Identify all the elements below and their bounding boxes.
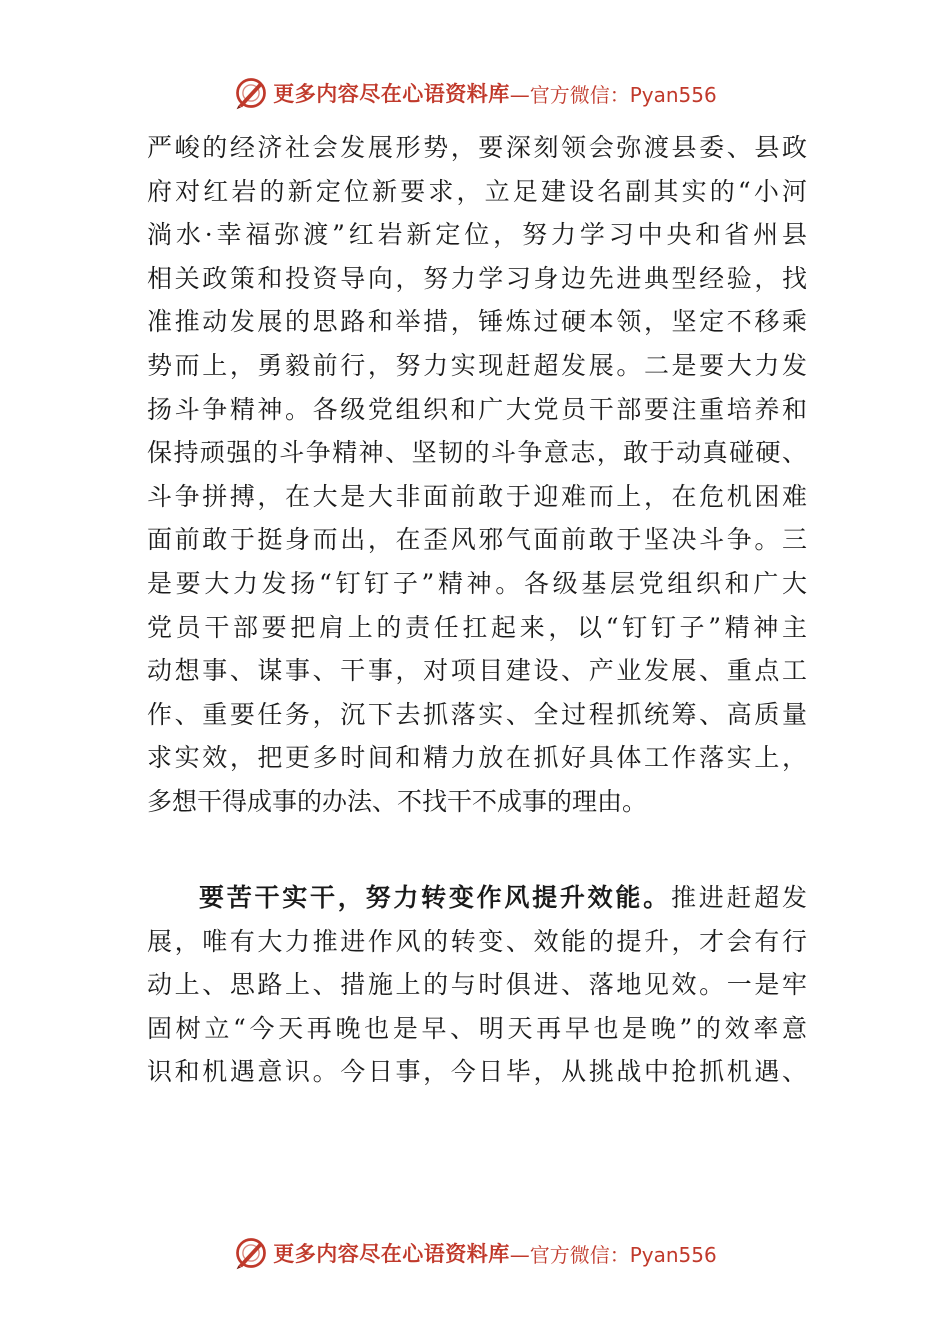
text-line: 固树立“今天再晚也是早、明天再早也是晚”的效率意 — [147, 1013, 807, 1043]
text-line: 淌水·幸福弥渡”红岩新定位，努力学习中央和省州县 — [147, 220, 807, 250]
watermark-main-text: 更多内容尽在心语资料库 — [273, 81, 510, 106]
watermark-footer — [0, 1231, 950, 1275]
watermark-sub-text: —官方微信：Pyan556 — [509, 1242, 717, 1267]
watermark-header — [0, 71, 950, 115]
text-line: 求实效，把更多时间和精力放在抓好具体工作落实上， — [147, 743, 807, 773]
watermark-sub-text: —官方微信：Pyan556 — [509, 82, 717, 107]
text-line: 动想事、谋事、干事，对项目建设、产业发展、重点工 — [147, 656, 807, 686]
paragraph-work-style — [147, 876, 807, 1094]
text-line: 面前敢于挺身而出，在歪风邪气面前敢于坚决斗争。三 — [147, 525, 807, 555]
text-line: 多想干得成事的办法、不找干不成事的理由。 — [147, 786, 648, 816]
text-fragment: 推进赶超发 — [670, 883, 807, 912]
pen-circle-logo-icon — [233, 1235, 269, 1271]
text-line: 是要大力发扬“钉钉子”精神。各级基层党组织和广大 — [147, 568, 807, 598]
text-line: 严峻的经济社会发展形势，要深刻领会弥渡县委、县政 — [147, 133, 807, 162]
text-line: 识和机遇意识。今日事，今日毕，从挑战中抢抓机遇、 — [147, 1057, 807, 1087]
text-line: 势而上，勇毅前行，努力实现赶超发展。二是要大力发 — [147, 350, 807, 380]
text-line: 动上、思路上、措施上的与时俱进、落地见效。一是牢 — [147, 970, 807, 1000]
paragraph-continued — [147, 126, 807, 824]
text-line: 保持顽强的斗争精神、坚韧的斗争意志，敢于动真碰硬、 — [147, 438, 807, 468]
text-line: 准推动发展的思路和举措，锤炼过硬本领，坚定不移乘 — [147, 307, 807, 337]
text-line: 党员干部要把肩上的责任扛起来，以“钉钉子”精神主 — [147, 612, 807, 642]
text-line: 府对红岩的新定位新要求，立足建设名副其实的“小河 — [147, 176, 807, 206]
text-line-first — [147, 876, 807, 920]
text-line: 斗争拼搏，在大是大非面前敢于迎难而上，在危机困难 — [147, 481, 807, 511]
text-line: 展，唯有大力推进作风的转变、效能的提升，才会有行 — [147, 926, 807, 956]
pen-circle-logo-icon — [233, 75, 269, 111]
text-line: 相关政策和投资导向，努力学习身边先进典型经验，找 — [147, 263, 807, 293]
text-line: 扬斗争精神。各级党组织和广大党员干部要注重培养和 — [147, 394, 807, 424]
watermark-main-text: 更多内容尽在心语资料库 — [273, 1241, 510, 1266]
paragraph-lead-heading: 要苦干实干，努力转变作风提升效能。 — [199, 883, 671, 912]
text-line: 作、重要任务，沉下去抓落实、全过程抓统筹、高质量 — [147, 699, 807, 729]
